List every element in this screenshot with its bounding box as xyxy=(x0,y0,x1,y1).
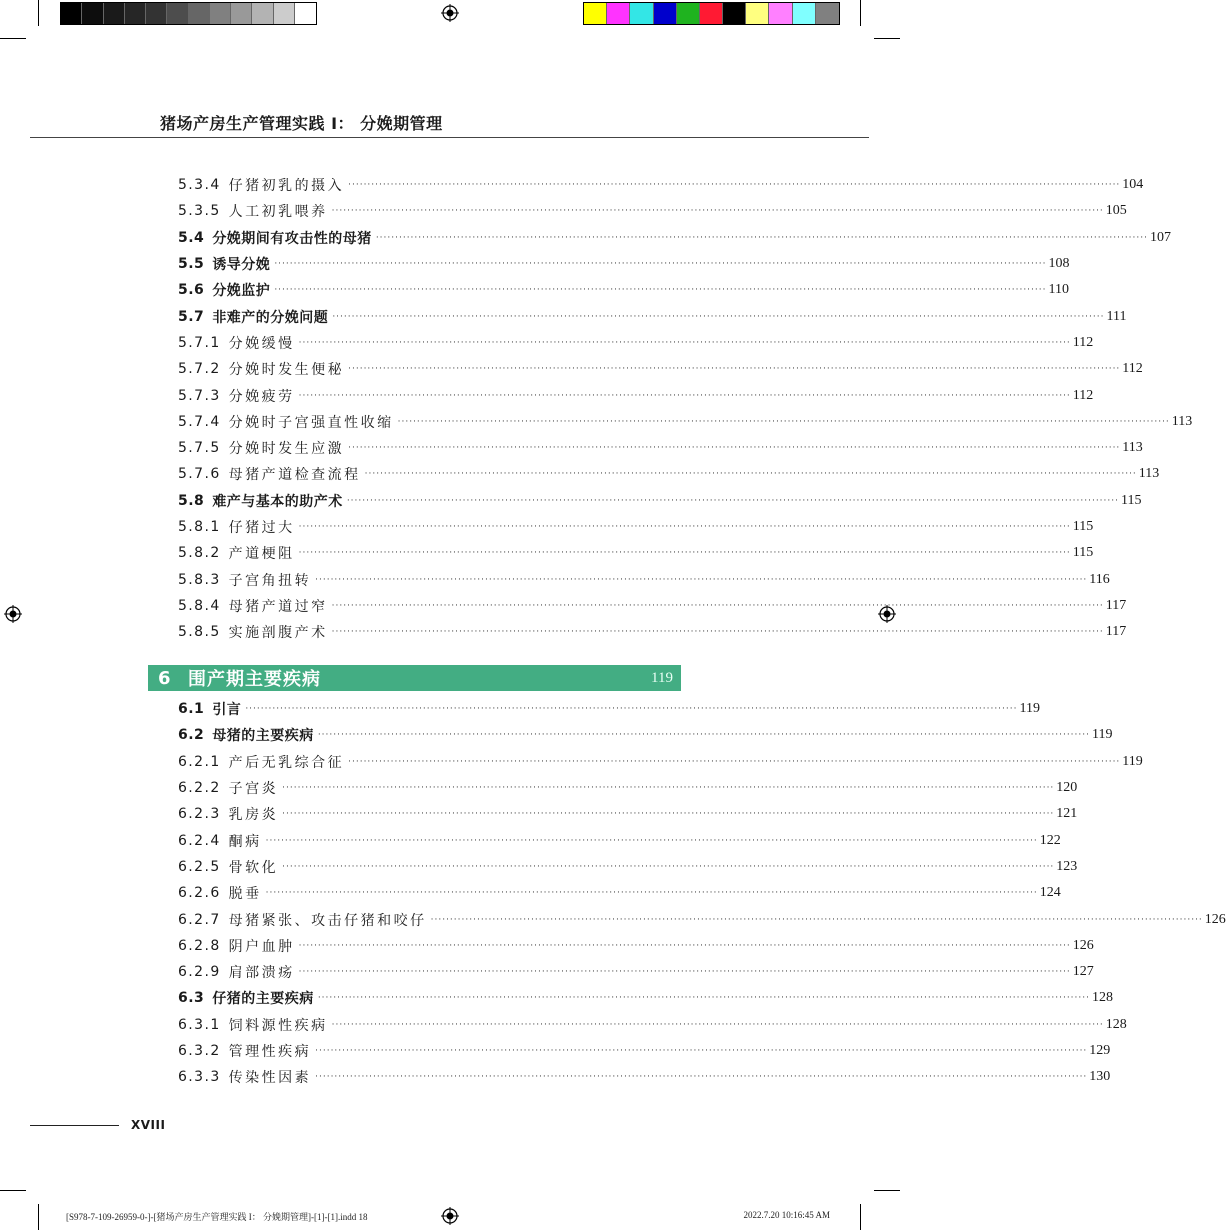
chapter-title: 围产期主要疾病 xyxy=(188,669,321,690)
toc-entry-page: 110 xyxy=(1048,282,1069,298)
color-swatch xyxy=(146,3,167,24)
toc-entry-title: 母猪的主要疾病 xyxy=(212,728,314,745)
toc-entry-page: 115 xyxy=(1120,492,1142,508)
toc-entry-number: 5.8.2 xyxy=(178,545,221,562)
toc-entry-number: 6.2.8 xyxy=(178,937,221,954)
toc-entry[interactable] xyxy=(178,933,1094,959)
toc-dot-leader: ········································································································································································································ xyxy=(331,1019,1104,1030)
color-swatch xyxy=(104,3,125,24)
header-rule xyxy=(30,137,869,138)
toc-entry-title: 引言 xyxy=(212,702,242,719)
toc-entry[interactable] xyxy=(178,722,1113,748)
toc-dot-leader: ········································································································································································································ xyxy=(348,180,1121,191)
toc-entry-page: 126 xyxy=(1204,911,1226,927)
toc-dot-leader: ········································································································································································································ xyxy=(298,967,1071,978)
toc-entry-title: 乳房炎 xyxy=(228,807,279,824)
toc-entry-page: 113 xyxy=(1122,440,1143,456)
toc-entry-number: 5.8.4 xyxy=(178,597,221,614)
toc-entry[interactable] xyxy=(178,854,1078,880)
toc-entry-page: 129 xyxy=(1089,1043,1111,1058)
toc-dot-leader: ········································································································································································································ xyxy=(397,416,1170,427)
registration-mark-icon xyxy=(441,1207,459,1225)
toc-entry[interactable] xyxy=(178,1012,1127,1038)
toc-dot-leader: ········································································································································································································ xyxy=(282,783,1055,794)
color-swatch xyxy=(584,3,607,24)
toc-entry-title: 诱导分娩 xyxy=(212,257,271,274)
color-swatch xyxy=(700,3,723,24)
toc-entry[interactable] xyxy=(178,514,1094,540)
toc-entry[interactable] xyxy=(178,382,1094,408)
footer-rule xyxy=(30,1125,119,1126)
color-swatch xyxy=(189,3,210,24)
crop-mark xyxy=(860,1204,861,1230)
toc-dot-leader: ········································································································································································································ xyxy=(298,522,1071,532)
toc-entry-page: 119 xyxy=(1091,727,1113,743)
color-swatch xyxy=(769,3,792,24)
toc-entry-title: 分娩时发生便秘 xyxy=(228,362,345,379)
toc-entry-number: 5.7 xyxy=(178,308,205,325)
toc-entry-page: 104 xyxy=(1122,177,1144,193)
toc-entry-page: 126 xyxy=(1072,937,1094,953)
toc-dot-leader: ········································································································································································································ xyxy=(364,469,1137,480)
toc-entry-page: 128 xyxy=(1105,1016,1127,1032)
page-folio: XVIII xyxy=(131,1118,166,1132)
toc-entry[interactable] xyxy=(178,172,1144,198)
toc-entry-page: 117 xyxy=(1105,597,1127,613)
toc-entry-page: 121 xyxy=(1056,806,1078,822)
toc-entry-page: 124 xyxy=(1039,885,1061,901)
toc-section-6 xyxy=(178,696,1226,1090)
toc-entry-title: 肩部溃疡 xyxy=(228,965,295,982)
slug-file-info: [S978-7-109-26959-0-]-[猪场产房生产管理实践 I： 分娩期管理]-[1]-[1].indd 18 xyxy=(66,1212,368,1222)
registration-mark-icon xyxy=(4,605,22,623)
toc-entry[interactable] xyxy=(178,409,1193,435)
toc-entry-number: 6.1 xyxy=(178,701,205,718)
color-swatch xyxy=(746,3,769,24)
toc-entry-number: 5.8.5 xyxy=(178,624,221,641)
toc-entry[interactable] xyxy=(178,827,1061,853)
toc-entry[interactable] xyxy=(178,251,1070,277)
toc-entry-title: 人工初乳喂养 xyxy=(228,204,328,221)
toc-entry-number: 6.2.6 xyxy=(178,885,221,902)
toc-entry[interactable] xyxy=(178,277,1069,303)
toc-entry-number: 6.3 xyxy=(178,990,205,1007)
toc-entry-number: 5.7.3 xyxy=(178,387,221,404)
toc-entry-title: 仔猪过大 xyxy=(228,520,295,536)
slug-timestamp: 2022.7.20 10:16:45 AM xyxy=(743,1210,830,1220)
toc-entry-number: 6.2.2 xyxy=(178,780,221,797)
crop-mark xyxy=(0,1190,26,1191)
toc-entry[interactable] xyxy=(178,749,1143,775)
toc-dot-leader: ········································································································································································································ xyxy=(348,756,1121,767)
toc-entry[interactable] xyxy=(178,959,1094,985)
toc-entry-title: 传染性因素 xyxy=(228,1070,312,1087)
toc-dot-leader: ········································································································································································································ xyxy=(315,1046,1088,1056)
toc-entry-number: 5.8 xyxy=(178,492,205,509)
toc-entry[interactable] xyxy=(178,566,1110,592)
toc-entry-title: 分娩疲劳 xyxy=(228,388,295,405)
color-swatch xyxy=(295,3,316,24)
crop-mark xyxy=(38,1204,39,1230)
toc-entry-page: 123 xyxy=(1056,858,1078,874)
toc-entry-title: 分娩缓慢 xyxy=(228,335,295,352)
toc-dot-leader: ········································································································································································································ xyxy=(274,285,1047,296)
toc-entry-title: 产道梗阻 xyxy=(228,546,295,563)
toc-entry-page: 112 xyxy=(1072,334,1094,350)
toc-entry-page: 115 xyxy=(1072,545,1094,561)
toc-dot-leader: ········································································································································································································ xyxy=(346,495,1119,506)
color-swatch xyxy=(793,3,816,24)
toc-entry[interactable] xyxy=(178,985,1113,1011)
toc-entry-number: 6.3.1 xyxy=(178,1016,221,1033)
toc-entry-page: 112 xyxy=(1122,361,1143,377)
toc-entry-number: 6.2 xyxy=(178,727,205,744)
toc-entry-page: 127 xyxy=(1072,964,1094,980)
color-swatch xyxy=(630,3,653,24)
toc-entry-number: 6.2.3 xyxy=(178,806,221,823)
toc-dot-leader: ········································································································································································································ xyxy=(265,888,1038,899)
toc-entry-page: 128 xyxy=(1091,990,1113,1006)
color-swatch xyxy=(61,3,82,24)
toc-dot-leader: ········································································································································································································ xyxy=(282,809,1055,820)
toc-entry[interactable] xyxy=(178,801,1078,827)
toc-entry-number: 5.3.4 xyxy=(178,177,221,194)
toc-entry-title: 脱垂 xyxy=(228,886,262,903)
toc-entry-number: 5.3.5 xyxy=(178,203,221,220)
toc-entry-title: 子宫炎 xyxy=(228,781,279,798)
toc-entry-title: 仔猪初乳的摄入 xyxy=(228,178,345,195)
toc-entry[interactable] xyxy=(178,1064,1111,1090)
toc-dot-leader: ········································································································································································································ xyxy=(430,914,1203,925)
toc-entry-title: 产后无乳综合征 xyxy=(228,754,345,771)
toc-entry[interactable] xyxy=(178,225,1171,251)
color-swatch xyxy=(607,3,630,24)
toc-entry-page: 130 xyxy=(1089,1069,1111,1085)
toc-entry-page: 107 xyxy=(1149,229,1171,245)
toc-entry-title: 阴户血肿 xyxy=(228,938,295,955)
toc-dot-leader: ········································································································································································································ xyxy=(332,311,1105,322)
running-head: 猪场产房生产管理实践 I： 分娩期管理 xyxy=(160,114,443,133)
toc-entry-number: 5.8.3 xyxy=(178,571,221,588)
toc-dot-leader: ········································································································································································································ xyxy=(298,337,1071,348)
color-swatch xyxy=(125,3,146,24)
toc-entry-number: 6.2.1 xyxy=(178,753,221,770)
toc-dot-leader: ········································································································································································································ xyxy=(298,390,1071,401)
toc-dot-leader: ········································································································································································································ xyxy=(315,574,1088,585)
toc-entry-page: 113 xyxy=(1138,466,1160,482)
toc-section-5 xyxy=(178,172,1193,645)
toc-entry-title: 母猪产道过窄 xyxy=(228,598,328,615)
toc-dot-leader: ········································································································································································································ xyxy=(375,232,1148,243)
toc-dot-leader: ········································································································································································································ xyxy=(315,1072,1088,1083)
toc-dot-leader: ········································································································································································································ xyxy=(298,940,1071,951)
toc-entry-page: 116 xyxy=(1089,571,1110,587)
toc-entry-number: 6.2.5 xyxy=(178,858,221,875)
toc-entry[interactable] xyxy=(178,696,1040,722)
crop-mark xyxy=(38,0,39,26)
color-swatch xyxy=(723,3,746,24)
toc-entry[interactable] xyxy=(178,880,1061,906)
toc-entry-title: 管理性疾病 xyxy=(228,1044,312,1060)
toc-entry[interactable] xyxy=(178,540,1094,566)
color-swatch xyxy=(82,3,103,24)
toc-entry-number: 6.2.4 xyxy=(178,832,221,849)
toc-dot-leader: ········································································································································································································ xyxy=(348,364,1121,375)
toc-entry-page: 105 xyxy=(1105,203,1127,219)
toc-entry[interactable] xyxy=(178,593,1127,619)
toc-entry-title: 分娩期间有攻击性的母猪 xyxy=(212,230,372,247)
toc-entry[interactable] xyxy=(178,356,1143,382)
toc-entry[interactable] xyxy=(178,330,1094,356)
toc-entry-number: 5.7.5 xyxy=(178,440,221,457)
toc-entry[interactable] xyxy=(178,1038,1111,1064)
toc-entry-number: 5.6 xyxy=(178,282,205,299)
toc-entry-number: 5.7.1 xyxy=(178,334,221,351)
registration-mark-icon xyxy=(441,4,459,22)
toc-entry-title: 分娩时子宫强直性收缩 xyxy=(228,414,394,431)
toc-entry-number: 6.2.7 xyxy=(178,911,221,928)
toc-entry-title: 难产与基本的助产术 xyxy=(212,493,343,510)
toc-entry-page: 108 xyxy=(1048,256,1070,272)
color-swatch xyxy=(252,3,273,24)
toc-entry[interactable] xyxy=(178,619,1127,645)
toc-dot-leader: ········································································································································································································ xyxy=(245,704,1018,715)
crop-mark xyxy=(874,1190,900,1191)
process-color-bar xyxy=(583,2,840,25)
color-swatch xyxy=(231,3,252,24)
color-swatch xyxy=(654,3,677,24)
toc-entry-number: 6.3.3 xyxy=(178,1069,221,1086)
toc-entry-number: 5.4 xyxy=(178,229,205,246)
toc-entry[interactable] xyxy=(178,775,1078,801)
toc-dot-leader: ········································································································································································································ xyxy=(265,835,1038,846)
chapter-page: 119 xyxy=(651,669,673,686)
toc-entry-title: 母猪紧张、攻击仔猪和咬仔 xyxy=(228,912,427,929)
color-swatch xyxy=(210,3,231,24)
crop-mark xyxy=(874,38,900,39)
toc-entry-title: 酮病 xyxy=(228,833,262,850)
toc-entry[interactable] xyxy=(178,303,1127,329)
toc-dot-leader: ········································································································································································································ xyxy=(317,993,1090,1004)
toc-entry-page: 117 xyxy=(1105,624,1127,640)
toc-entry-page: 119 xyxy=(1122,753,1143,769)
toc-entry[interactable] xyxy=(178,435,1143,461)
toc-entry-title: 骨软化 xyxy=(228,859,279,876)
chapter-heading-bar[interactable] xyxy=(148,665,681,691)
toc-entry-page: 113 xyxy=(1171,413,1193,429)
toc-entry-title: 仔猪的主要疾病 xyxy=(212,991,314,1008)
toc-dot-leader: ········································································································································································································ xyxy=(274,259,1047,270)
toc-dot-leader: ········································································································································································································ xyxy=(348,443,1121,454)
color-swatch xyxy=(816,3,839,24)
toc-dot-leader: ········································································································································································································ xyxy=(298,548,1071,559)
toc-entry-page: 122 xyxy=(1039,832,1061,848)
toc-entry-title: 分娩监护 xyxy=(212,283,271,300)
color-swatch xyxy=(274,3,295,24)
toc-entry-title: 母猪产道检查流程 xyxy=(228,467,361,484)
toc-entry-title: 子宫角扭转 xyxy=(228,572,312,589)
toc-entry-title: 非难产的分娩问题 xyxy=(212,309,329,326)
toc-entry-number: 6.2.9 xyxy=(178,964,221,981)
toc-entry-title: 饲料源性疾病 xyxy=(228,1017,328,1034)
grayscale-color-bar xyxy=(60,2,317,25)
chapter-number: 6 xyxy=(158,667,171,689)
toc-dot-leader: ········································································································································································································ xyxy=(317,730,1090,741)
color-swatch xyxy=(167,3,188,24)
toc-entry[interactable] xyxy=(178,198,1127,224)
toc-entry-number: 5.7.2 xyxy=(178,361,221,378)
toc-entry-page: 120 xyxy=(1056,780,1078,796)
toc-entry-number: 5.5 xyxy=(178,256,205,273)
toc-entry[interactable] xyxy=(178,461,1160,487)
toc-dot-leader: ········································································································································································································ xyxy=(282,861,1055,872)
toc-entry-page: 119 xyxy=(1019,701,1040,717)
toc-entry[interactable] xyxy=(178,906,1226,932)
toc-entry-number: 5.8.1 xyxy=(178,519,221,535)
toc-entry-page: 115 xyxy=(1072,519,1094,534)
toc-dot-leader: ········································································································································································································ xyxy=(331,206,1104,217)
toc-entry-number: 6.3.2 xyxy=(178,1043,221,1059)
toc-entry-number: 5.7.4 xyxy=(178,413,221,430)
color-swatch xyxy=(677,3,700,24)
toc-entry-number: 5.7.6 xyxy=(178,466,221,483)
toc-dot-leader: ········································································································································································································ xyxy=(331,600,1104,611)
toc-dot-leader: ········································································································································································································ xyxy=(331,627,1104,638)
toc-entry[interactable] xyxy=(178,488,1142,514)
toc-entry-page: 112 xyxy=(1072,387,1094,403)
toc-entry-page: 111 xyxy=(1106,308,1127,324)
crop-mark xyxy=(860,0,861,26)
toc-entry-title: 实施剖腹产术 xyxy=(228,625,328,642)
crop-mark xyxy=(0,38,26,39)
toc-entry-title: 分娩时发生应激 xyxy=(228,441,345,458)
